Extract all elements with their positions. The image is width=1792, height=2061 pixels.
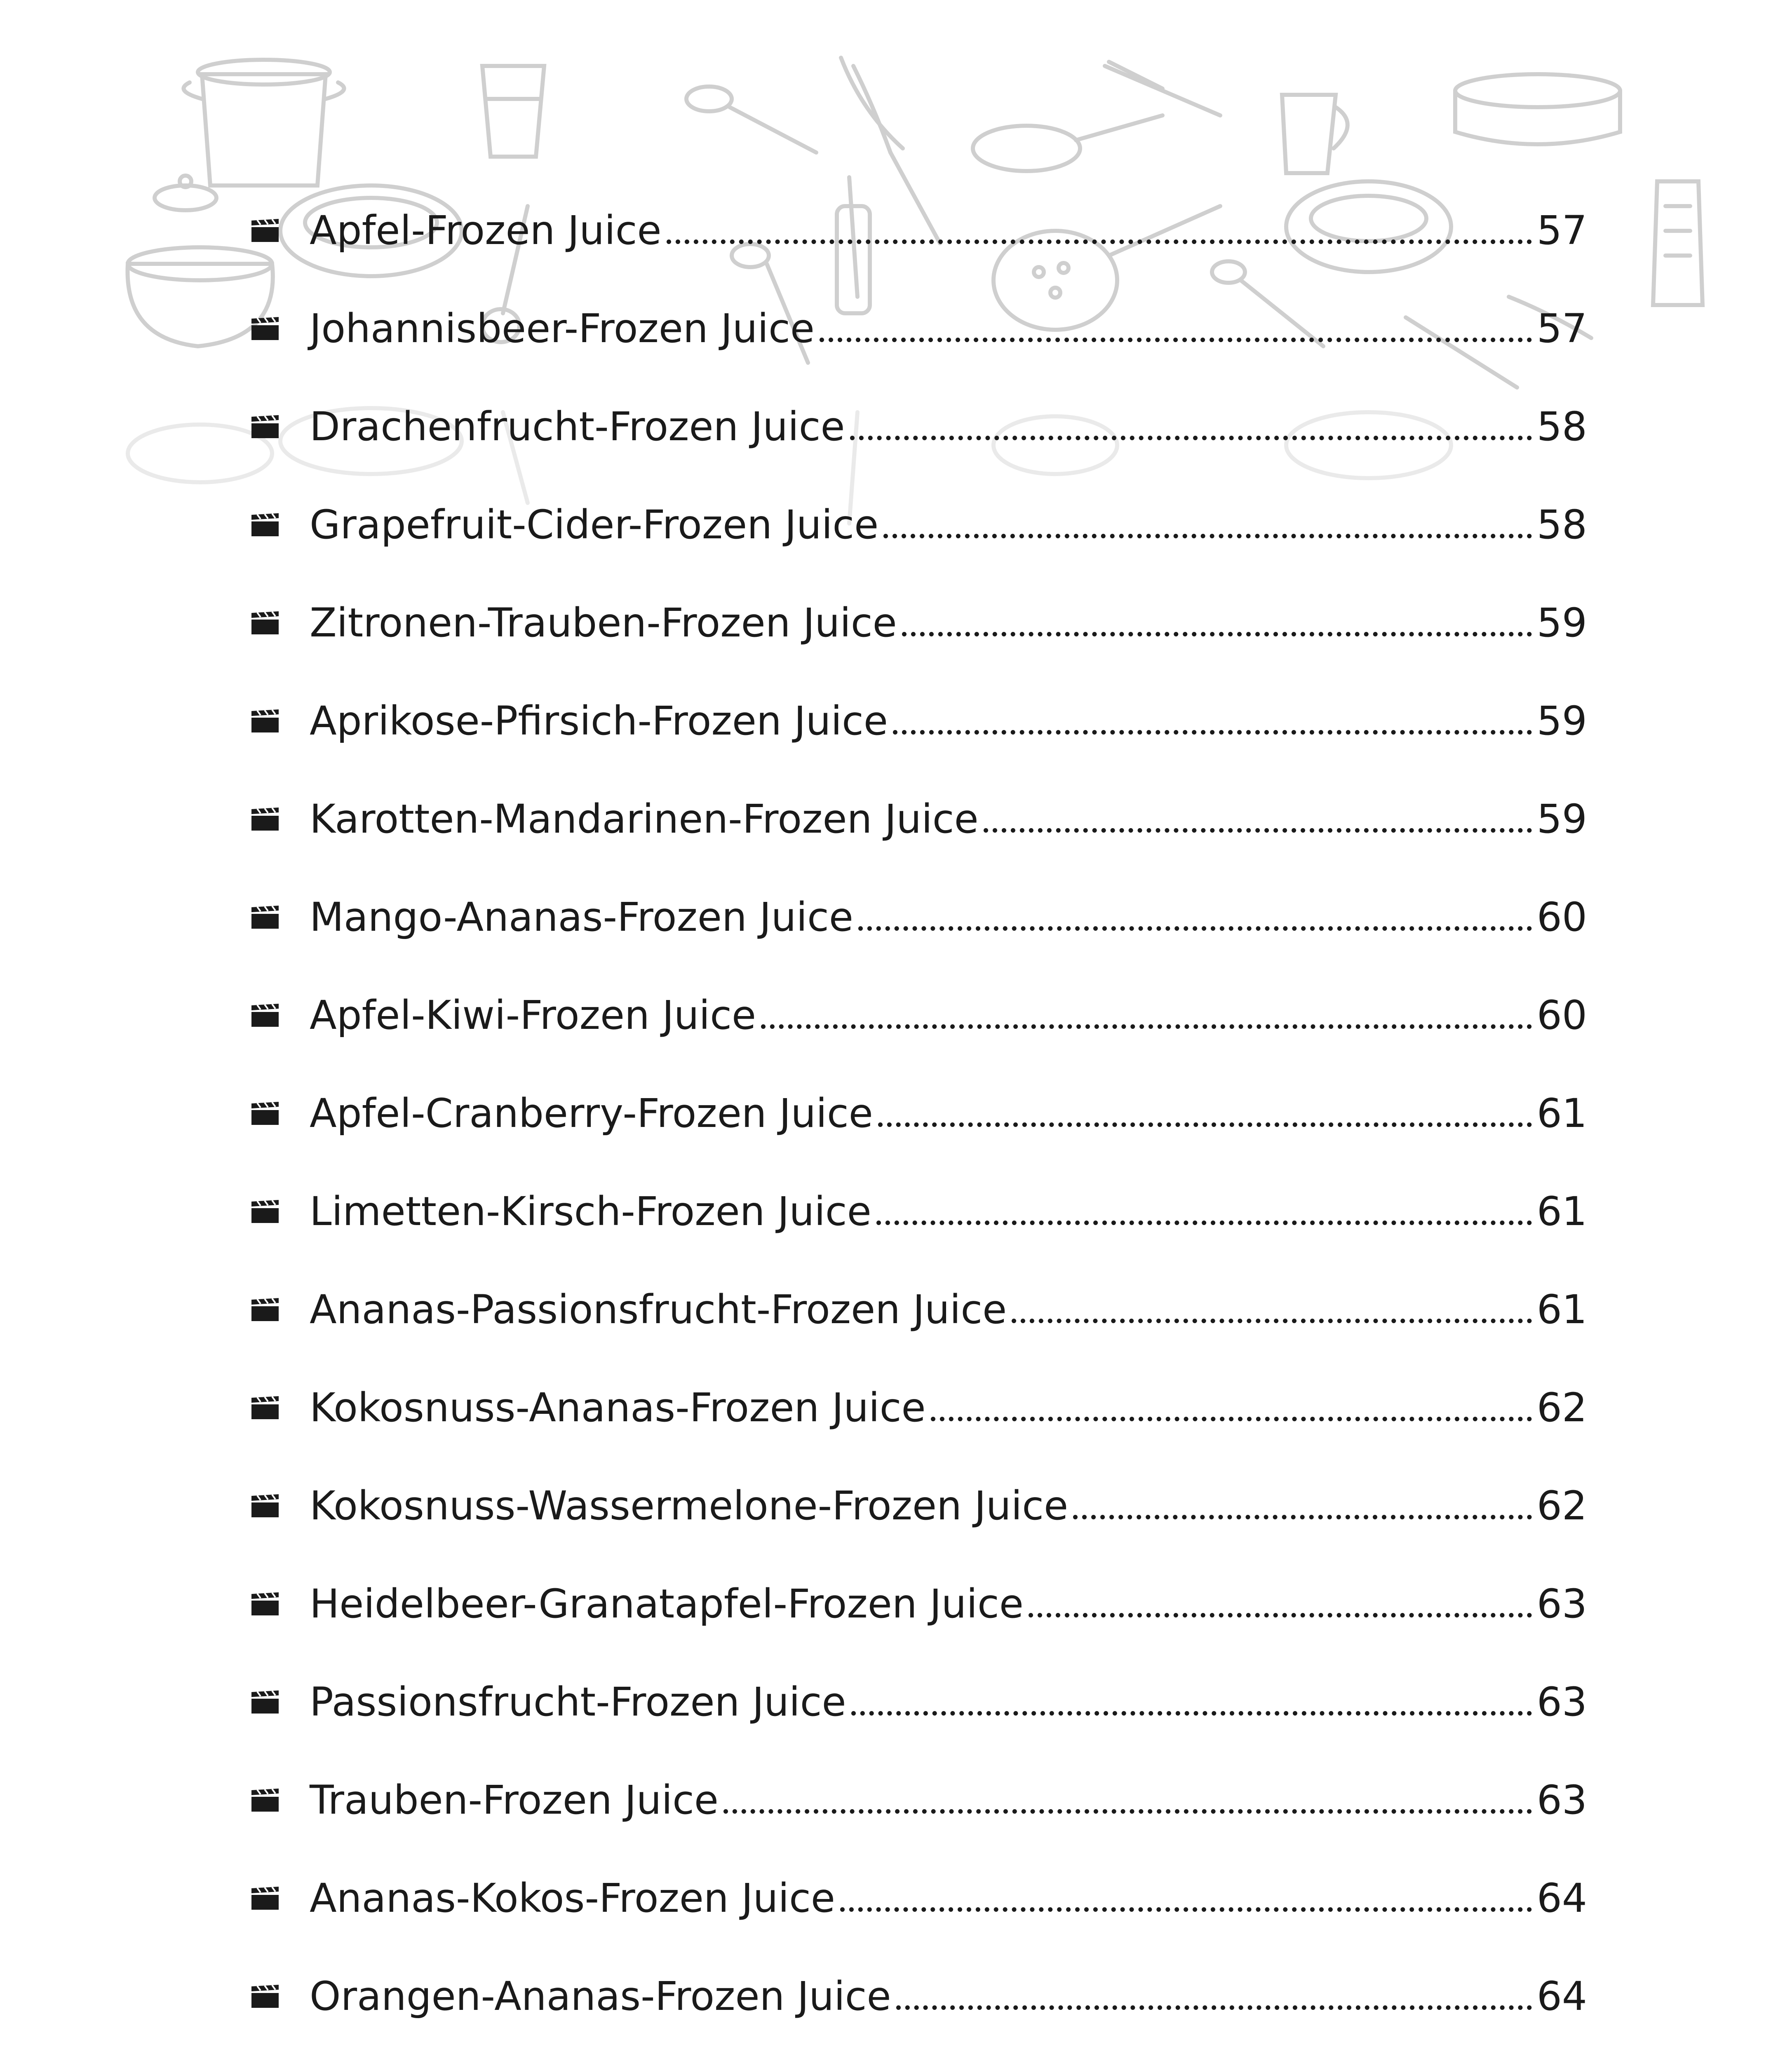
dot-leader xyxy=(851,1711,1532,1716)
toc-entry xyxy=(251,1653,1587,1751)
toc-entry xyxy=(251,1064,1587,1162)
dot-leader xyxy=(1012,1319,1532,1323)
toc-entry xyxy=(251,1751,1587,1849)
clapperboard-icon xyxy=(251,1985,279,2008)
entry-page-number: 57 xyxy=(1536,207,1587,254)
entry-title: Mango-Ananas-Frozen Juice xyxy=(310,894,853,940)
jug-icon xyxy=(1282,95,1348,173)
toc-entry xyxy=(251,2045,1587,2061)
entry-page-number: 59 xyxy=(1536,796,1587,842)
toc-entry-link[interactable] xyxy=(310,796,1587,842)
clapperboard-icon xyxy=(251,317,279,340)
clapperboard-icon xyxy=(251,807,279,831)
entry-title: Grapefruit-Cider-Frozen Juice xyxy=(310,502,879,548)
entry-title: Karotten-Mandarinen-Frozen Juice xyxy=(310,796,979,842)
toc-entry xyxy=(251,868,1587,966)
dot-leader xyxy=(1073,1515,1532,1519)
entry-page-number: 58 xyxy=(1536,404,1587,450)
entry-title: Zitronen-Trauben-Frozen Juice xyxy=(310,600,897,646)
entry-title: Drachenfrucht-Frozen Juice xyxy=(310,404,845,450)
glass-icon xyxy=(482,66,544,157)
toc-entry xyxy=(251,1162,1587,1261)
dot-leader xyxy=(820,338,1532,342)
toc-entry-link[interactable] xyxy=(310,502,1587,548)
spoon-icon xyxy=(686,87,816,153)
toc-entry-link[interactable] xyxy=(310,600,1587,646)
toc-entry xyxy=(251,1457,1587,1555)
dot-leader xyxy=(893,730,1532,735)
toc-entry xyxy=(251,574,1587,672)
toc-entry-link[interactable] xyxy=(310,992,1587,1038)
knife-icon xyxy=(1105,62,1220,115)
clapperboard-icon xyxy=(251,1102,279,1125)
toc-entry xyxy=(251,476,1587,574)
entry-page-number: 62 xyxy=(1536,1483,1587,1529)
toc-entry-link[interactable] xyxy=(310,1385,1587,1431)
toc-entry-link[interactable] xyxy=(310,698,1587,744)
entry-page-number: 57 xyxy=(1536,305,1587,352)
entry-title: Apfel-Cranberry-Frozen Juice xyxy=(310,1090,873,1136)
dot-leader xyxy=(858,926,1532,931)
toc-entry-link[interactable] xyxy=(310,1090,1587,1136)
toc-entry-link[interactable] xyxy=(310,1875,1587,1921)
dot-leader xyxy=(1029,1613,1532,1617)
entry-page-number: 63 xyxy=(1536,1581,1587,1627)
toc-entry-link[interactable] xyxy=(310,1188,1587,1235)
dot-leader xyxy=(931,1417,1532,1421)
grater-icon xyxy=(1653,181,1703,305)
entry-title: Apfel-Kiwi-Frozen Juice xyxy=(310,992,756,1038)
entry-page-number: 61 xyxy=(1536,1188,1587,1235)
toc-entry-link[interactable] xyxy=(310,1777,1587,1823)
cake-tin-icon xyxy=(1455,74,1620,144)
entry-page-number: 64 xyxy=(1536,1973,1587,2019)
clapperboard-icon xyxy=(251,1887,279,1910)
clapperboard-icon xyxy=(251,1592,279,1615)
clapperboard-icon xyxy=(251,1690,279,1714)
clapperboard-icon xyxy=(251,513,279,536)
entry-page-number: 62 xyxy=(1536,1385,1587,1431)
dot-leader xyxy=(723,1809,1532,1814)
toc-entry xyxy=(251,279,1587,378)
entry-page-number: 59 xyxy=(1536,698,1587,744)
dot-leader xyxy=(902,632,1532,636)
entry-page-number: 58 xyxy=(1536,502,1587,548)
entry-title: Kokosnuss-Wassermelone-Frozen Juice xyxy=(310,1483,1069,1529)
entry-title: Ananas-Passionsfrucht-Frozen Juice xyxy=(310,1286,1007,1333)
clapperboard-icon xyxy=(251,906,279,929)
entry-title: Passionsfrucht-Frozen Juice xyxy=(310,1679,846,1725)
clapperboard-icon xyxy=(251,1789,279,1812)
entry-title: Limetten-Kirsch-Frozen Juice xyxy=(310,1188,871,1235)
toc-entry xyxy=(251,1359,1587,1457)
entry-page-number: 63 xyxy=(1536,1679,1587,1725)
toc-entry xyxy=(251,1849,1587,1947)
toc-entry-link[interactable] xyxy=(310,894,1587,940)
dot-leader xyxy=(984,828,1532,833)
entry-page-number: 61 xyxy=(1536,1090,1587,1136)
toc-entry xyxy=(251,1947,1587,2045)
toc-entry-link[interactable] xyxy=(310,1581,1587,1627)
dot-leader xyxy=(876,1221,1532,1225)
entry-title: Orangen-Ananas-Frozen Juice xyxy=(310,1973,891,2019)
dot-leader xyxy=(667,239,1532,244)
clapperboard-icon xyxy=(251,709,279,732)
toc-entry-link[interactable] xyxy=(310,1679,1587,1725)
toc-entry xyxy=(251,378,1587,476)
entry-title: Ananas-Kokos-Frozen Juice xyxy=(310,1875,835,1921)
toc-entry xyxy=(251,672,1587,770)
entry-page-number: 61 xyxy=(1536,1286,1587,1333)
toc-entry-link[interactable] xyxy=(310,1483,1587,1529)
entry-title: Trauben-Frozen Juice xyxy=(310,1777,719,1823)
entry-title: Kokosnuss-Ananas-Frozen Juice xyxy=(310,1385,926,1431)
table-of-contents xyxy=(251,181,1587,2061)
toc-entry xyxy=(251,1555,1587,1653)
toc-entry xyxy=(251,966,1587,1064)
entry-title: Heidelbeer-Granatapfel-Frozen Juice xyxy=(310,1581,1024,1627)
clapperboard-icon xyxy=(251,1494,279,1517)
dot-leader xyxy=(761,1024,1532,1029)
entry-page-number: 63 xyxy=(1536,1777,1587,1823)
entry-page-number: 59 xyxy=(1536,600,1587,646)
frying-pan-icon xyxy=(973,115,1163,171)
clapperboard-icon xyxy=(251,1200,279,1223)
dot-leader xyxy=(896,2005,1532,2010)
lidded-pot-icon xyxy=(127,176,272,346)
entry-page-number: 64 xyxy=(1536,1875,1587,1921)
toc-entry-link[interactable] xyxy=(310,404,1587,450)
clapperboard-icon xyxy=(251,415,279,438)
toc-entry-link[interactable] xyxy=(310,1973,1587,2019)
entry-title: Aprikose-Pfirsich-Frozen Juice xyxy=(310,698,888,744)
clapperboard-icon xyxy=(251,611,279,634)
dot-leader xyxy=(883,534,1532,538)
entry-page-number: 60 xyxy=(1536,894,1587,940)
toc-entry xyxy=(251,1261,1587,1359)
entry-title: Johannisbeer-Frozen Juice xyxy=(310,305,815,352)
toc-entry xyxy=(251,181,1587,279)
toc-entry-link[interactable] xyxy=(310,305,1587,352)
clapperboard-icon xyxy=(251,219,279,242)
dot-leader xyxy=(878,1122,1532,1127)
clapperboard-icon xyxy=(251,1298,279,1321)
clapperboard-icon xyxy=(251,1396,279,1419)
toc-entry xyxy=(251,770,1587,868)
dot-leader xyxy=(840,1907,1532,1912)
cooking-pot-icon xyxy=(183,60,344,185)
entry-page-number: 60 xyxy=(1536,992,1587,1038)
toc-entry-link[interactable] xyxy=(310,1286,1587,1333)
entry-title: Apfel-Frozen Juice xyxy=(310,207,662,254)
dot-leader xyxy=(850,436,1532,440)
toc-entry-link[interactable] xyxy=(310,207,1587,254)
clapperboard-icon xyxy=(251,1004,279,1027)
